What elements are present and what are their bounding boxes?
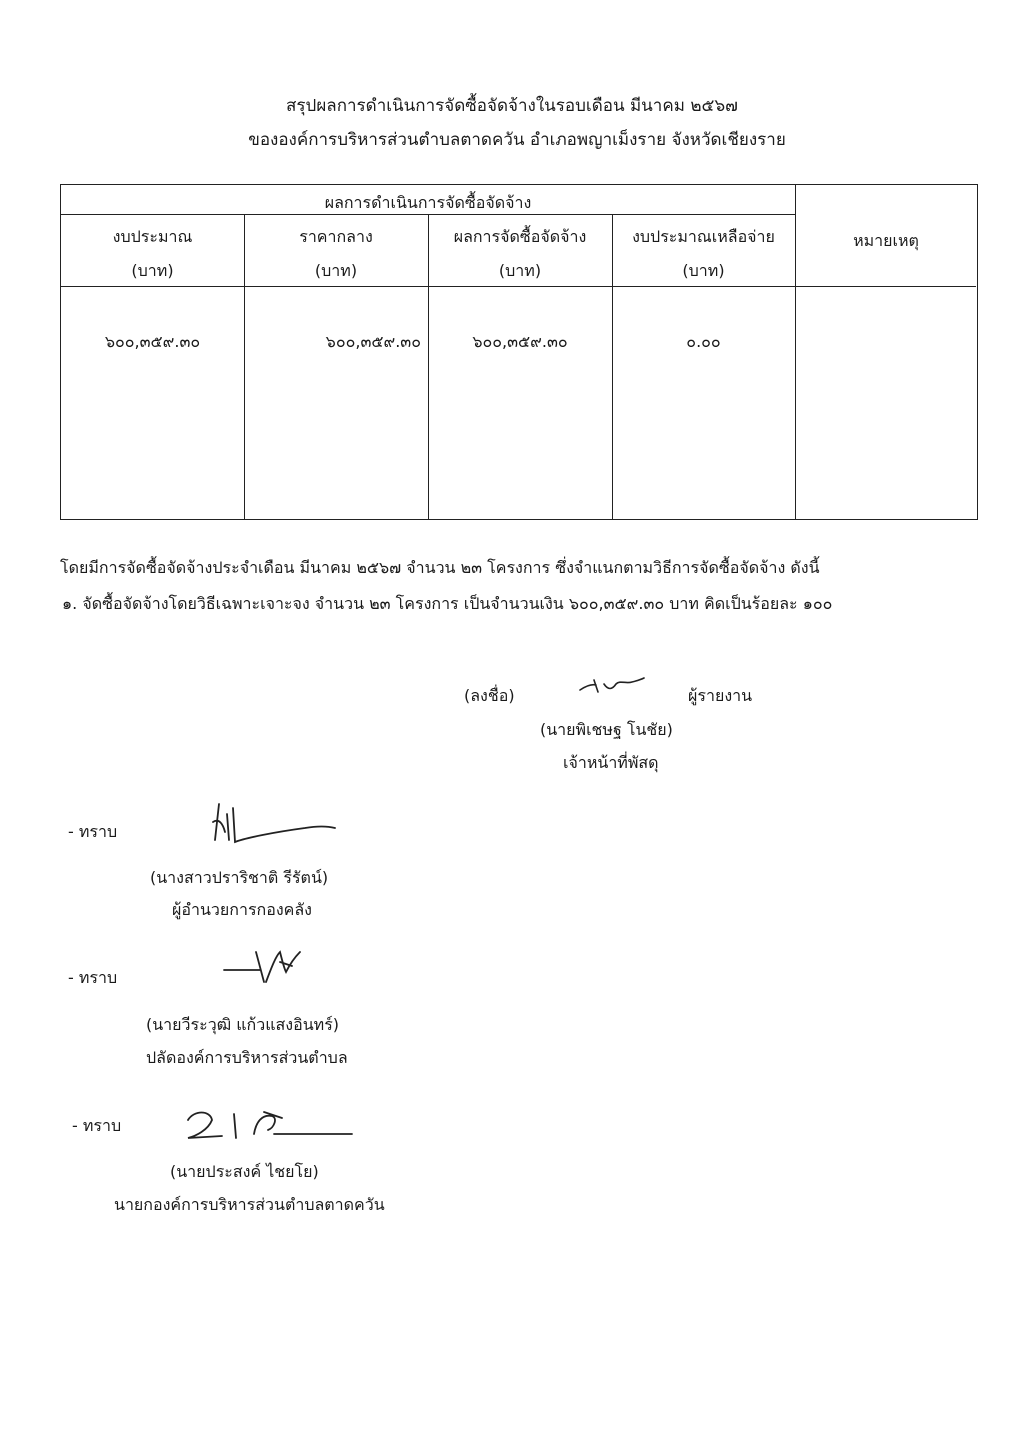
procurement-table: [60, 184, 978, 520]
cell-procurement-result: ๖๐๐,๓๕๙.๓๐: [472, 332, 568, 351]
sign-label: (ลงชื่อ): [464, 686, 515, 705]
cell-budget: ๖๐๐,๓๕๙.๓๐: [104, 332, 201, 351]
ack-position-3: นายกองค์การบริหารส่วนตำบลตาดควัน: [114, 1195, 385, 1214]
table-divider: [61, 286, 976, 287]
group-header: ผลการดำเนินการจัดซื้อจัดจ้าง: [324, 193, 532, 212]
cell-median-price: ๖๐๐,๓๕๙.๓๐: [325, 332, 421, 351]
summary-line2: ๑. จัดซื้อจัดจ้างโดยวิธีเฉพาะเจาะจง จำนวน ๒๓ โครงการ เป็นจำนวนเงิน ๖๐๐,๓๕๙.๓๐ บาท คิดเป็นร้อยละ ๑๐๐: [62, 594, 833, 613]
reporter-name: (นายพิเชษฐ โนชัย): [540, 720, 673, 739]
column-header-procurement-result: ผลการจัดซื้อจัดจ้าง: [453, 227, 587, 246]
reporter-signature: [576, 672, 648, 698]
reporter-role-label: ผู้รายงาน: [688, 686, 753, 705]
ack-label-2: - ทราบ: [68, 968, 118, 987]
document-title-line1: สรุปผลการดำเนินการจัดซื้อจัดจ้างในรอบเดือน มีนาคม ๒๕๖๗: [286, 96, 738, 116]
finance-director-signature: [205, 798, 340, 850]
summary-line1: โดยมีการจัดซื้อจัดจ้างประจำเดือน มีนาคม ๒๕๖๗ จำนวน ๒๓ โครงการ ซึ่งจำแนกตามวิธีการจัดซื้อจัดจ้าง ดังนี้: [60, 558, 820, 577]
reporter-position: เจ้าหน้าที่พัสดุ: [563, 753, 659, 772]
column-unit-procurement-result: (บาท): [498, 261, 542, 280]
column-unit-budget: (บาท): [131, 261, 174, 280]
cell-remaining-budget: ๐.๐๐: [686, 332, 721, 351]
ack-label-3: - ทราบ: [72, 1116, 122, 1135]
ack-name-1: (นางสาวปราริชาติ รีรัตน์): [150, 868, 329, 887]
mayor-signature: [182, 1104, 357, 1146]
ack-label-1: - ทราบ: [68, 822, 118, 841]
ack-position-1: ผู้อำนวยการกองคลัง: [172, 900, 312, 919]
column-header-remaining-budget: งบประมาณเหลือจ่าย: [632, 227, 775, 246]
deputy-signature: [220, 946, 315, 992]
ack-position-2: ปลัดองค์การบริหารส่วนตำบล: [146, 1048, 348, 1067]
ack-name-3: (นายประสงค์ ไชยโย): [170, 1162, 319, 1181]
column-unit-median-price: (บาท): [314, 261, 358, 280]
document-title-line2: ขององค์การบริหารส่วนตำบลตาดควัน อำเภอพญาเม็งราย จังหวัดเชียงราย: [248, 130, 786, 150]
column-header-median-price: ราคากลาง: [299, 227, 373, 246]
column-header-remarks: หมายเหตุ: [853, 231, 919, 250]
ack-name-2: (นายวีระวุฒิ แก้วแสงอินทร์): [146, 1015, 340, 1034]
column-unit-remaining-budget: (บาท): [682, 261, 725, 280]
column-header-budget: งบประมาณ: [112, 227, 193, 246]
